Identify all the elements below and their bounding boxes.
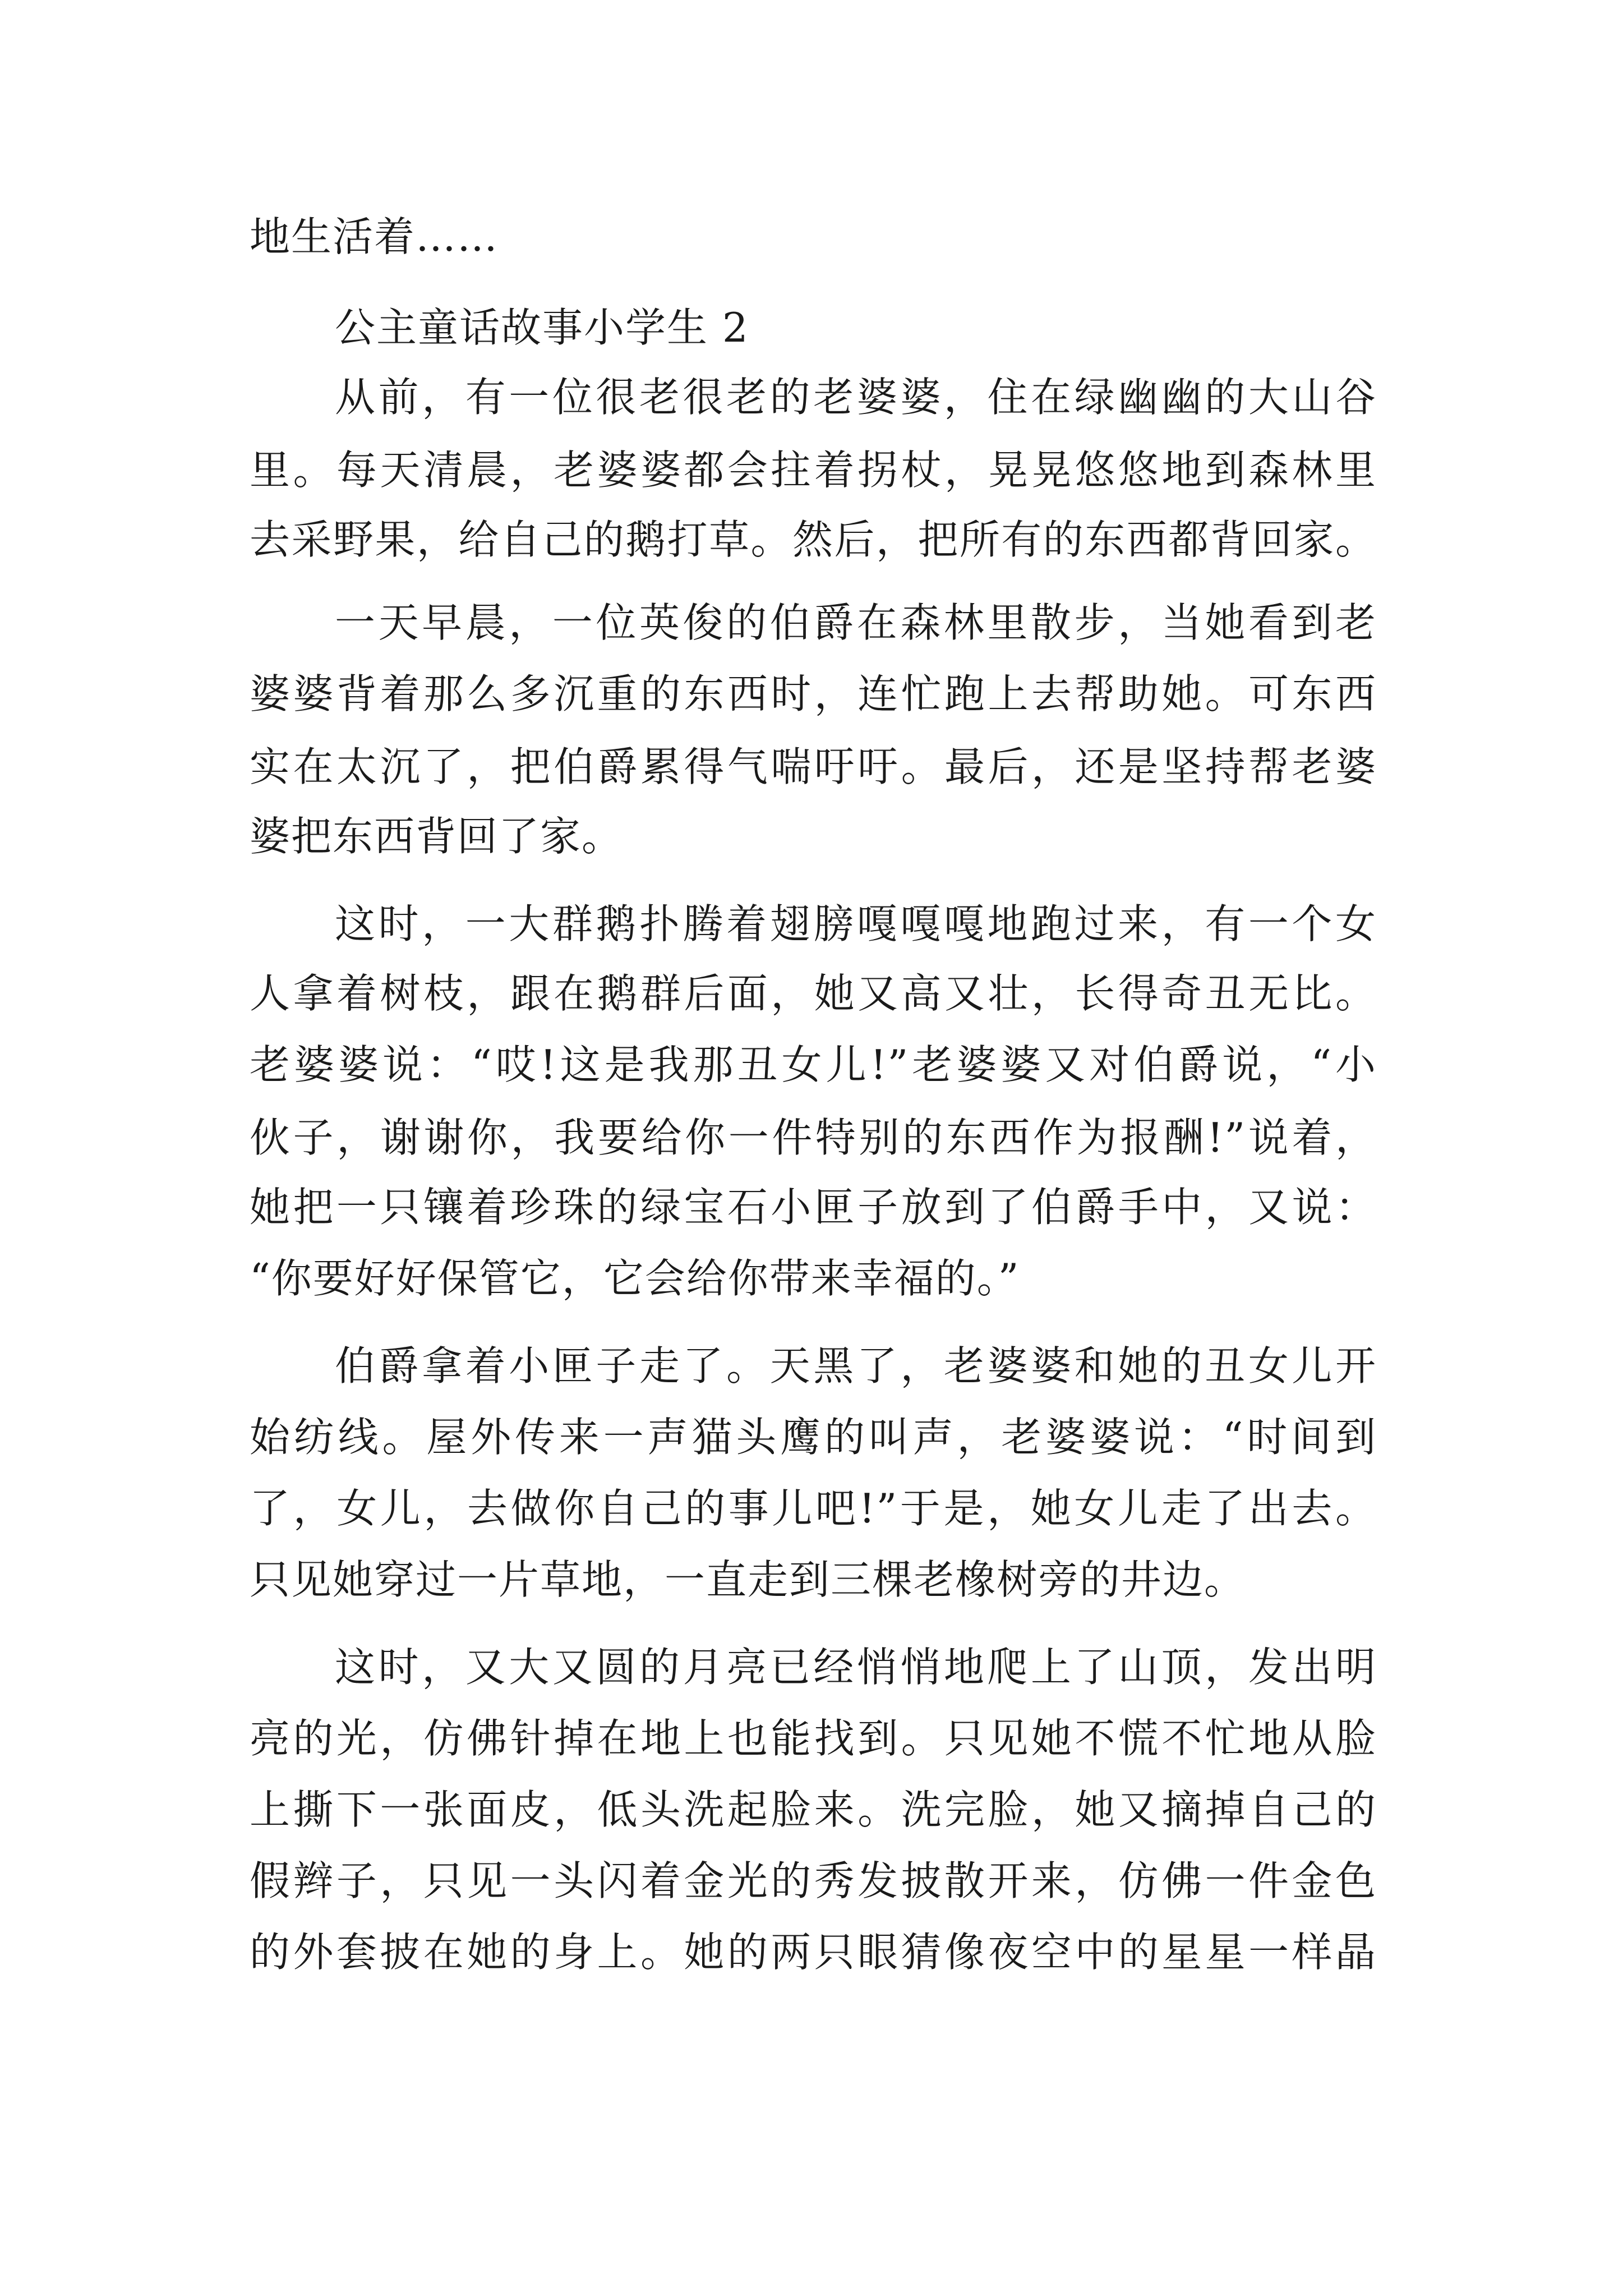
text-line: 她把一只镶着珍珠的绿宝石小匣子放到了伯爵手中，又说： (250, 1184, 1377, 1231)
text-line: 亮的光，仿佛针掉在地上也能找到。只见她不慌不忙地从脸 (250, 1715, 1377, 1762)
text-line: 这时，又大又圆的月亮已经悄悄地爬上了山顶，发出明 (335, 1644, 1377, 1691)
text-line: 实在太沉了，把伯爵累得气喘吁吁。最后，还是坚持帮老婆 (250, 743, 1377, 790)
text-line: 这时，一大群鹅扑腾着翅膀嘎嘎嘎地跑过来，有一个女 (335, 900, 1377, 947)
text-line: 去采野果，给自己的鹅打草。然后，把所有的东西都背回家。 (250, 516, 1377, 563)
text-line: 上撕下一张面皮，低头洗起脸来。洗完脸，她又摘掉自己的 (250, 1786, 1377, 1833)
text-line: “你要好好保管它，它会给你带来幸福的。” (250, 1255, 1020, 1302)
text-line: 了，女儿，去做你自己的事儿吧!”于是，她女儿走了出去。 (250, 1485, 1377, 1532)
text-line: 伙子，谢谢你，我要给你一件特别的东西作为报酬!”说着， (250, 1114, 1377, 1161)
text-line: 伯爵拿着小匣子走了。天黑了，老婆婆和她的丑女儿开 (335, 1342, 1377, 1389)
text-line: 的外套披在她的身上。她的两只眼猜像夜空中的星星一样晶 (250, 1929, 1377, 1976)
text-line: 婆把东西背回了家。 (250, 813, 624, 860)
text-line: 从前，有一位很老很老的老婆婆，住在绿幽幽的大山谷 (335, 374, 1377, 421)
text-line: 婆婆背着那么多沉重的东西时，连忙跑上去帮助她。可东西 (250, 670, 1377, 717)
text-line: 老婆婆说：“哎!这是我那丑女儿!”老婆婆又对伯爵说，“小 (250, 1041, 1377, 1088)
text-line: 地生活着…… (250, 213, 499, 260)
text-line: 始纺线。屋外传来一声猫头鹰的叫声，老婆婆说：“时间到 (250, 1414, 1377, 1461)
section-heading: 公主童话故事小学生 2 (335, 304, 749, 351)
text-line: 假辫子，只见一头闪着金光的秀发披散开来，仿佛一件金色 (250, 1857, 1377, 1904)
text-line: 只见她穿过一片草地，一直走到三棵老橡树旁的井边。 (250, 1556, 1246, 1603)
text-line: 一天早晨，一位英俊的伯爵在森林里散步，当她看到老 (335, 599, 1377, 646)
text-line: 里。每天清晨，老婆婆都会拄着拐杖，晃晃悠悠地到森林里 (250, 447, 1377, 494)
text-line: 人拿着树枝，跟在鹅群后面，她又高又壮，长得奇丑无比。 (250, 970, 1377, 1017)
